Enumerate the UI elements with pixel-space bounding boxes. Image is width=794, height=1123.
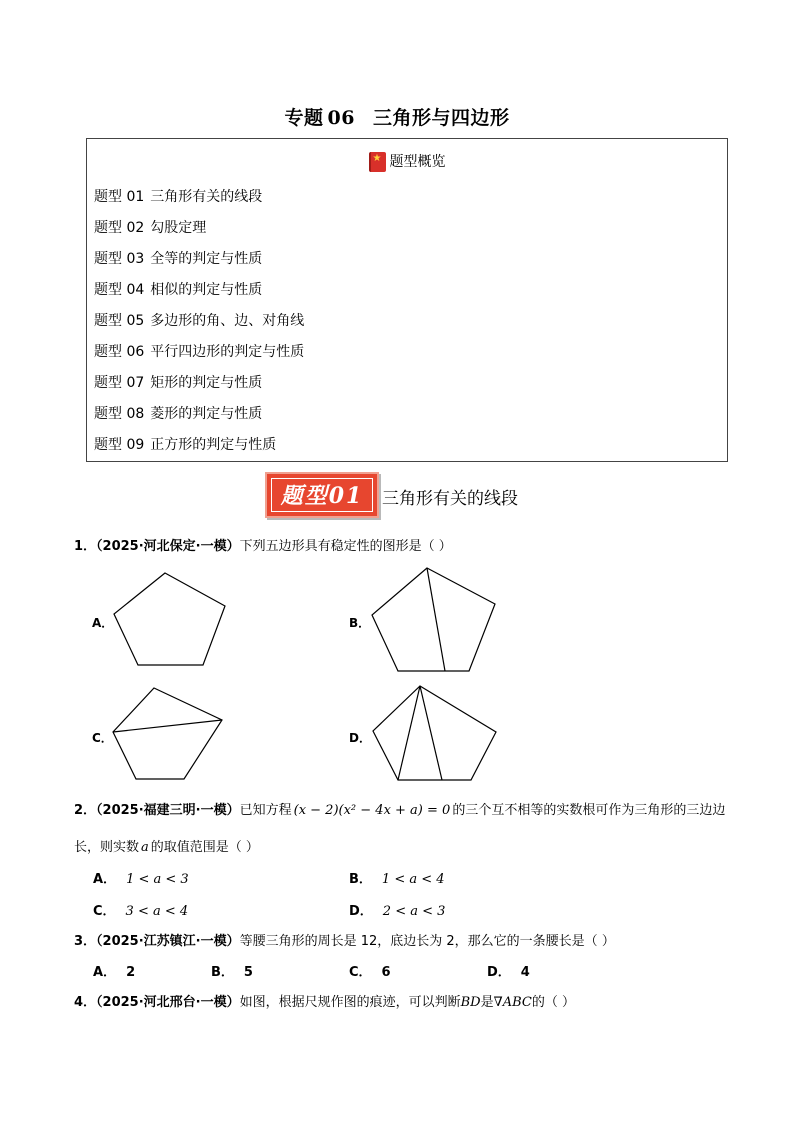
question-2-line-2 <box>74 836 259 855</box>
type-list <box>94 187 304 466</box>
type-item[interactable] <box>94 187 304 218</box>
type-code: 题型 05 <box>94 313 145 329</box>
question-number: 4． <box>74 995 97 1010</box>
option-label: A． <box>93 872 117 887</box>
option-value: 4 <box>520 965 530 980</box>
question-number: 3． <box>74 934 97 949</box>
type-item[interactable] <box>94 249 304 280</box>
q3-option-b[interactable] <box>211 961 253 980</box>
question-text: 如图，根据尺规作图的痕迹，可以判断 <box>239 995 461 1010</box>
question-source: （2025·江苏镇江·一模） <box>96 934 240 949</box>
question-text-mid: 是 <box>480 995 494 1010</box>
q3-option-a[interactable] <box>93 961 135 980</box>
option-a-label[interactable]: A． <box>92 616 114 630</box>
type-item[interactable] <box>94 404 304 435</box>
segment-bd: BD <box>460 995 481 1010</box>
type-name: 勾股定理 <box>150 220 207 236</box>
option-label: A． <box>93 965 117 980</box>
type-code: 题型 01 <box>94 189 145 205</box>
option-label: D． <box>487 965 511 980</box>
option-expr: 1 < a < 4 <box>381 872 445 887</box>
option-label: D． <box>349 904 373 919</box>
type-item[interactable] <box>94 280 304 311</box>
option-expr: 2 < a < 3 <box>382 904 446 919</box>
triangle-abc: ∇ABC <box>493 995 532 1010</box>
variable-a: a <box>141 840 149 855</box>
equation: (x − 2)(x² − 4x + a) = 0 <box>293 803 451 818</box>
type-item[interactable] <box>94 218 304 249</box>
question-number: 2． <box>74 803 97 818</box>
question-number: 1． <box>74 539 97 554</box>
option-label: C． <box>349 965 372 980</box>
type-item[interactable] <box>94 342 304 373</box>
type-name: 矩形的判定与性质 <box>150 375 263 391</box>
type-code: 题型 03 <box>94 251 145 267</box>
question-2 <box>74 799 725 818</box>
option-value: 5 <box>243 965 253 980</box>
q2-option-c[interactable] <box>93 900 188 919</box>
question-source: （2025·河北保定·一模） <box>96 539 240 554</box>
q2-option-b[interactable] <box>349 868 445 887</box>
title-number: 06 <box>327 107 355 129</box>
type-name: 三角形有关的线段 <box>150 189 263 205</box>
question-text: 已知方程 <box>239 803 292 818</box>
type-name: 全等的判定与性质 <box>150 251 263 267</box>
page-title <box>0 103 794 130</box>
question-source: （2025·河北邢台·一模） <box>96 995 240 1010</box>
question-3 <box>74 930 615 949</box>
question-source: （2025·福建三明·一模） <box>96 803 240 818</box>
option-expr: 1 < a < 3 <box>126 872 189 887</box>
question-text: 长，则实数 <box>74 840 140 855</box>
question-text: 下列五边形具有稳定性的图形是（ ） <box>239 539 452 554</box>
pentagon-figure-b[interactable] <box>365 565 500 675</box>
option-label: C． <box>93 904 116 919</box>
question-text: 等腰三角形的周长是 12，底边长为 2，那么它的一条腰长是（ ） <box>239 934 615 949</box>
type-code: 题型 04 <box>94 282 145 298</box>
section-title: 三角形有关的线段 <box>382 489 518 509</box>
type-overview-box <box>86 138 728 462</box>
title-prefix: 专题 <box>284 107 324 129</box>
overview-heading-text: 题型概览 <box>389 154 446 170</box>
q2-option-a[interactable] <box>93 868 189 887</box>
overview-heading <box>87 151 727 173</box>
type-item[interactable] <box>94 311 304 342</box>
option-label: B． <box>211 965 234 980</box>
q3-option-c[interactable] <box>349 961 391 980</box>
option-b-label[interactable]: B． <box>349 616 371 630</box>
option-expr: 3 < a < 4 <box>125 904 189 919</box>
option-value: 2 <box>126 965 136 980</box>
type-code: 题型 02 <box>94 220 145 236</box>
type-code: 题型 07 <box>94 375 145 391</box>
pentagon-figure-d[interactable] <box>368 684 503 784</box>
book-icon <box>369 152 386 172</box>
question-text-continued: 的三个互不相等的实数根可作为三角形的三边边 <box>452 803 726 818</box>
type-code: 题型 06 <box>94 344 145 360</box>
type-name: 平行四边形的判定与性质 <box>150 344 305 360</box>
question-text-continued: 的取值范围是（ ） <box>150 840 259 855</box>
type-name: 多边形的角、边、对角线 <box>150 313 305 329</box>
q3-option-d[interactable] <box>487 961 530 980</box>
type-code: 题型 08 <box>94 406 145 422</box>
question-text-end: 的（ ） <box>531 995 575 1010</box>
pentagon-figure-c[interactable] <box>108 686 228 782</box>
question-1 <box>74 535 452 554</box>
section-badge <box>265 472 379 518</box>
option-label: B． <box>349 872 372 887</box>
option-c-label[interactable]: C． <box>92 731 113 745</box>
section-badge-text: 题型01 <box>271 478 373 512</box>
question-4 <box>74 991 575 1010</box>
type-code: 题型 09 <box>94 437 145 453</box>
option-value: 6 <box>381 965 391 980</box>
title-name: 三角形与四边形 <box>372 107 510 129</box>
pentagon-figure-a[interactable] <box>105 570 235 670</box>
type-name: 正方形的判定与性质 <box>150 437 277 453</box>
q2-option-d[interactable] <box>349 900 445 919</box>
type-name: 相似的判定与性质 <box>150 282 263 298</box>
type-name: 菱形的判定与性质 <box>150 406 263 422</box>
type-item[interactable] <box>94 373 304 404</box>
type-item[interactable] <box>94 435 304 466</box>
option-d-label[interactable]: D． <box>349 731 371 745</box>
